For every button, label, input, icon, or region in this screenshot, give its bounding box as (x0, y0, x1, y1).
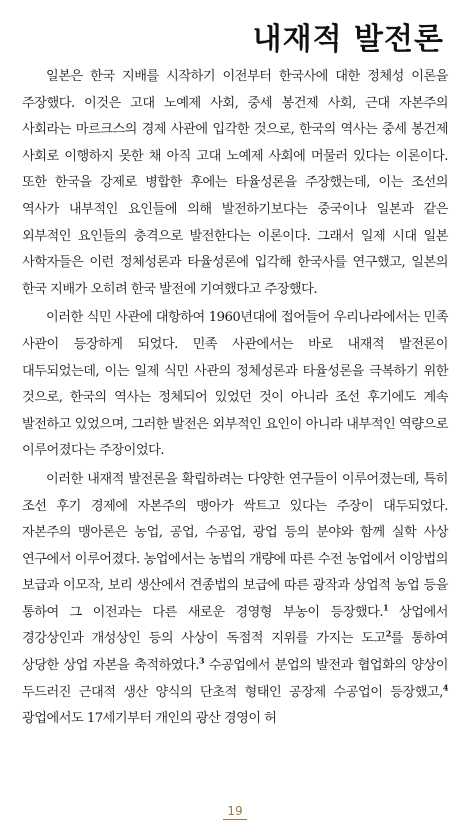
page-number (0, 803, 470, 820)
footnote-marker: 4 (442, 682, 448, 693)
body-text (22, 64, 448, 735)
paragraph-text: 일본은 한국 지배를 시작하기 이전부터 한국사에 대한 정체성 이론을 주장했다. 이것은 고대 노예제 사회, 중세 봉건제 사회, 근대 자본주의 사회라는 마르크스의 경제 사관에 입각한 것으로, 한국의 역사는 중세 봉건제 사회로 이행하지 못한 채 아직 고대 노예제 사회에 머물러 있다는 이론이다. 또한 한국을 강제로 병합한 후에는 타율성론을 주장했는데, 이는 조선의 역사가 내부적인 요인들에 의해 발전하기보다는 중국이나 일본과 같은 외부적인 요인들의 충격으로 발전한다는 이론이다. 그래서 일제 시대 일본 사학자들은 이런 정체성론과 타율성론에 입각해 한국사를 연구했고, 일본의 한국 지배가 오히려 한국 발전에 기여했다고 주장했다. (22, 69, 448, 297)
page-number-value: 19 (223, 803, 246, 820)
footnote-marker: 1 (383, 602, 389, 613)
footnote-marker: 3 (198, 655, 205, 666)
paragraph (22, 64, 448, 303)
paragraph-text: 이러한 내재적 발전론을 확립하려는 다양한 연구들이 이루어졌는데, 특히 조선 후기 경제에 자본주의 맹아가 싹트고 있다는 주장이 대두되었다. 자본주의 맹아론은 농업, 공업, 수공업, 광업 등의 분야와 함께 실학 사상 연구에서 이루어졌다. 농업에서는 농법의 개량에 따른 수전 농업에서 이앙법의 보급과 이모작, 보리 생산에서 견종법의 보급에 따른 광작과 상업적 농업 등을 통하여 그 이전과는 다른 새로운 경영형 부농이 등장했다. (22, 471, 448, 620)
paragraph-text: 를 통하여 상당한 상업 자본을 축적하였다. (22, 631, 448, 674)
paragraph-text: 수공업에서 분업의 발전과 협업화의 양상이 두드러진 근대적 생산 양식의 단초적 형태인 공장제 수공업이 등장했고, (22, 658, 448, 700)
paragraph-text: 이러한 식민 사관에 대항하여 1960년대에 접어들어 우리나라에서는 민족 사관이 등장하게 되었다. 민족 사관에서는 바로 내재적 발전론이 대두되었는데, 이는 일제 식민 사관의 정체성론과 타율성론을 극복하기 위한 것으로, 한국의 역사는 정체되어 있었던 것이 아니라 조선 후기에도 계속 발전하고 있었으며, 그러한 발전은 외부적인 요인이 아니라 내부적인 역량으로 이루어졌다는 주장이었다. (22, 310, 448, 459)
paragraph (22, 305, 448, 465)
paragraph-text: 상업에서 경강상인과 개성상인 등의 사상이 독점적 지위를 가지는 도고 (22, 604, 448, 647)
paragraph (22, 467, 448, 733)
footnote-marker: 2 (385, 629, 391, 640)
paragraph-text: 광업에서도 17세기부터 개인의 광산 경영이 허 (22, 711, 277, 727)
page-title: 내재적 발전론 (252, 22, 444, 57)
